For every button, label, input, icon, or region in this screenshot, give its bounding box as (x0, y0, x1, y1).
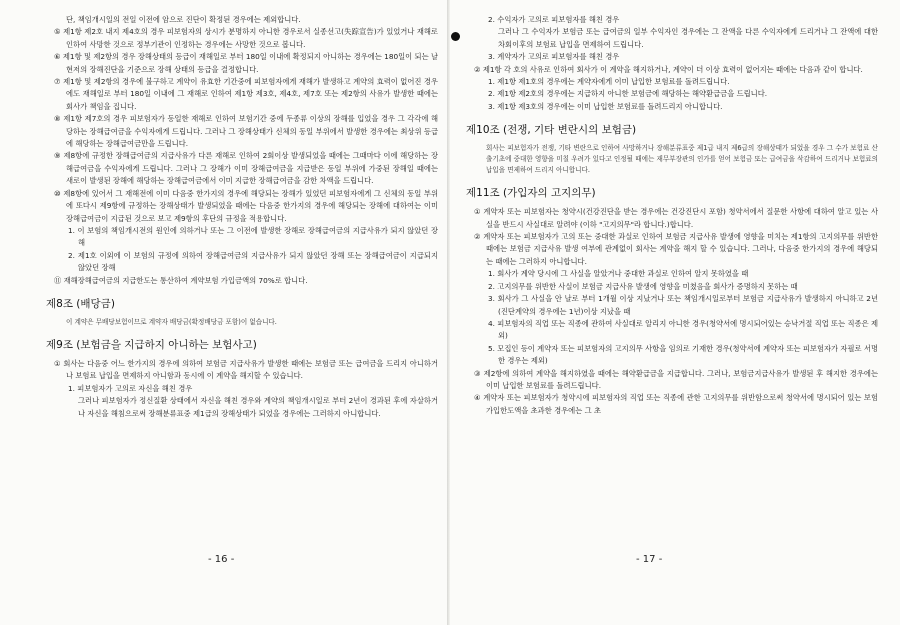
left-item-10: ⑩ 제8항에 있어서 그 재해전에 이미 다음중 한가지의 경우에 해당되는 장해가 있었던 피보험자에게 그 신체의 동일 부위에 또다시 제9항에 규정하는 장해상태가 발생되었을 때에는 다음중 한가지의 경우에 해당되는 장해에 대하여는 이미 장해급여금이 지급된 것으로 보고 제9항의 후단의 규정을 적용합니다. (54, 188, 438, 223)
page-number-17: - 17 - (636, 554, 663, 565)
article-11-item-3: ③ 제2항에 의하여 계약을 해지하였을 때에는 해약환급금을 지급합니다. 그러나, 보험금지급사유가 발생된 후 해지한 경우에는 이미 납입한 보험료를 돌려드립니다. (474, 368, 878, 390)
right-item-2-sub-3: 3. 제1항 제3호의 경우에는 이미 납입한 보험료를 돌려드리지 아니합니다. (488, 101, 723, 111)
article-11-sub-5: 5. 모집인 등이 계약자 또는 피보험자의 고지의무 사항을 임의로 기재한 경우(청약서에 계약자 또는 피보험자가 자필로 서명한 경우는 제외) (488, 343, 878, 366)
page-number-16: - 16 - (208, 554, 235, 565)
right-item-2-sub-2: 2. 제1항 제2호의 경우에는 지급하지 아니한 보험금에 해당하는 해약환급금을 드립니다. (488, 89, 768, 99)
article-9-sub-1-cont: 그러나 피보험자가 정신질환 상태에서 자신을 해친 경우와 계약의 책임개시일로 부터 2년이 경과된 후에 자살하거나 자신을 해침으로써 장해분류표중 제1급의 장해상태가 되었을 경우에는 그러하지 아니합니다. (78, 396, 438, 418)
article-11-item-2: ② 계약자 또는 피보험자가 고의 또는 중대한 과실로 인하여 보험금 지급사유 발생에 영향을 미치는 제1항의 고지의무를 위반한 때에는 보험금 지급사유 발생 여부에 관계없이 회사는 계약을 해지 할 수 있습니다. 그러나, 다음중 한가지의 경우에 해당되는 때에는 그러하지 아니합니다. (474, 232, 878, 266)
left-line-0: 단, 책임개시일의 전일 이전에 암으로 진단이 확정된 경우에는 제외합니다. (66, 15, 301, 24)
right-sub-2-cont: 그러나 그 수익자가 보험금 또는 급여금의 일부 수익자인 경우에는 그 잔액을 다른 수익자에게 드리거나 그 잔액에 대한 차회이후의 보험료 납입을 면제하여 드립니다. (498, 27, 878, 49)
right-item-2-sub-1: 1. 제1항 제1호의 경우에는 계약자에게 이미 납입한 보험료를 돌려드립니다. (488, 77, 730, 87)
binding-hole-icon (451, 32, 460, 41)
article-9-sub-1: 1. 피보험자가 고의로 자신을 해친 경우 (68, 383, 193, 393)
left-sub-2: 2. 제1호 이외에 이 보험의 규정에 의하여 장해급여금의 지급사유가 되지 않았던 장해 또는 장해급여금이 지급되지 않았던 장해 (68, 250, 438, 273)
article-11-sub-4: 4. 피보험자의 직업 또는 직종에 관하여 사실대로 알리지 아니한 경우(청약서에 명시되어있는 승낙거절 직업 또는 직종은 제외) (488, 318, 878, 341)
left-sub-1: 1. 이 보험의 책임개시전의 원인에 의하거나 또는 그 이전에 발생한 장해로 장해급여금의 지급사유가 되지 않았던 장해 (68, 225, 438, 248)
article-10-heading: 제10조 (전쟁, 기타 변란시의 보험금) (466, 124, 637, 137)
right-sub-3: 3. 계약자가 고의로 피보험자를 해친 경우 (488, 52, 620, 62)
left-item-6: ⑥ 제1항 및 제2항의 경우 장해상태의 등급이 재해일로 부터 180일 이내에 확정되지 아니하는 경우에는 180일이 되는 날 현저의 장해진단을 기준으로 장해 상태의 등급을 결정합니다. (54, 52, 438, 74)
article-8-heading: 제8조 (배당금) (46, 297, 115, 310)
article-9-item-1: ① 회사는 다음중 어느 한가지의 경우에 의하여 보험금 지급사유가 발생한 때에는 보험금 또는 급여금을 드리지 아니하거나 보험료 납입을 면제하지 아니함과 동시에 이 계약을 해지할 수 있습니다. (54, 358, 438, 381)
article-11-sub-3: 3. 회사가 그 사실을 안 날로 부터 1개월 이상 지났거나 또는 책임개시일로부터 보험금 지급사유가 발생하지 아니하고 2년(진단계약의 경우에는 1년)이상 지났을 때 (488, 294, 878, 316)
left-item-5: ⑤ 제1항 제2호 내지 제4호의 경우 피보험자의 상시가 분명하지 아니한 경우로서 실종선고(失踪宣告)가 있었거나 재해로 인하여 사망한 것으로 정부기관이 인정하는 경우에는 사망한 것으로 봅니다. (54, 27, 438, 49)
left-item-11: ⑪ 재해장해급여금의 지급한도는 통산하여 계약보험 가입금액의 70%로 합니다. (54, 275, 308, 285)
right-sub-2: 2. 수익자가 고의로 피보험자를 해친 경우 (488, 15, 620, 24)
article-11-sub-2: 2. 고지의무를 위반한 사실이 보험금 지급사유 발생에 영향을 미쳤음을 회사가 증명하지 못하는 때 (488, 281, 798, 291)
left-item-7: ⑦ 제1항 및 제2항의 경우에 불구하고 계약이 유효한 기간중에 피보험자에게 재해가 발생하고 계약의 효력이 없어진 경우에도 재해일로 부터 180일 이내에 그 재해로 인하여 제1항 제3호, 제4호, 제7호 또는 제2항의 사유가 발생한 때에는 회사가 책임을 집니다. (54, 77, 438, 111)
left-item-8: ⑧ 제1항 제7호의 경우 피보험자가 동일한 재해로 인하여 보험기간 중에 두종류 이상의 장해를 입었을 경우 그 각각에 해당하는 장해급여금을 수익자에게 드립니다. 그러나 그 장해상태가 신체의 동일 부위에서 발생한 경우에는 최상위 등급에 해당하는 장해급여금만을 드립니다. (54, 114, 438, 149)
article-8-text: 이 계약은 무배당보험이므로 계약자 배당금(확정배당금 포함)이 없습니다. (66, 317, 277, 326)
article-10-text: 회사는 피보험자가 전쟁, 기타 변란으로 인하여 사망하거나 장해분류표중 제1급 내지 제6급의 장해상태가 되었을 경우 그 수가 보험료 산출기초에 중대한 영향을 미칠 우려가 있다고 인정될 때에는 재무부장관의 인가를 얻어 보험금 또는 급여금을 삭감하여 드리거나 보험료의 납입을 면제하여 드리지 아니합니다. (486, 144, 878, 175)
article-9-heading: 제9조 (보험금을 지급하지 아니하는 보험사고) (46, 338, 257, 351)
article-11-sub-1: 1. 회사가 계약 당시에 그 사실을 알았거나 중대한 과실로 인하여 알지 못하였을 때 (488, 269, 749, 279)
article-11-item-4: ④ 계약자 또는 피보험자가 청약시에 피보험자의 직업 또는 직종에 관한 고지의무를 위반함으로써 청약서에 명시되어 있는 보험가입한도액을 초과한 경우에는 그 초 (474, 393, 878, 415)
article-11-heading: 제11조 (가입자의 고지의무) (466, 187, 596, 200)
article-11-item-1: ① 계약자 또는 피보험자는 청약시(건강진단을 받는 경우에는 건강진단시 포함) 청약서에서 질문한 사항에 대하여 알고 있는 사실을 반드시 사실대로 알려야 (이하 "고지의무"라 합니다.)합니다. (474, 207, 878, 229)
left-item-9: ⑨ 제8항에 규정한 장해급여금의 지급사유가 다른 재해로 인하여 2회이상 발생되었을 때에는 그때마다 이에 해당하는 장해급여금을 수익자에게 드립니다. 그러나 그 장해가 이미 장해급여금을 지급받은 동일 부위에 가중된 장해일 때에는 새로이 발생된 장해에 해당하는 장해급여금에서 이미 지급한 장해급여금을 감한 차액을 드립니다. (54, 151, 438, 186)
page-17 (450, 0, 900, 625)
right-item-2: ② 제1항 각 호의 사유로 인하여 회사가 이 계약을 해지하거나, 계약이 더 이상 효력이 없어지는 때에는 다음과 같이 합니다. (474, 64, 863, 74)
